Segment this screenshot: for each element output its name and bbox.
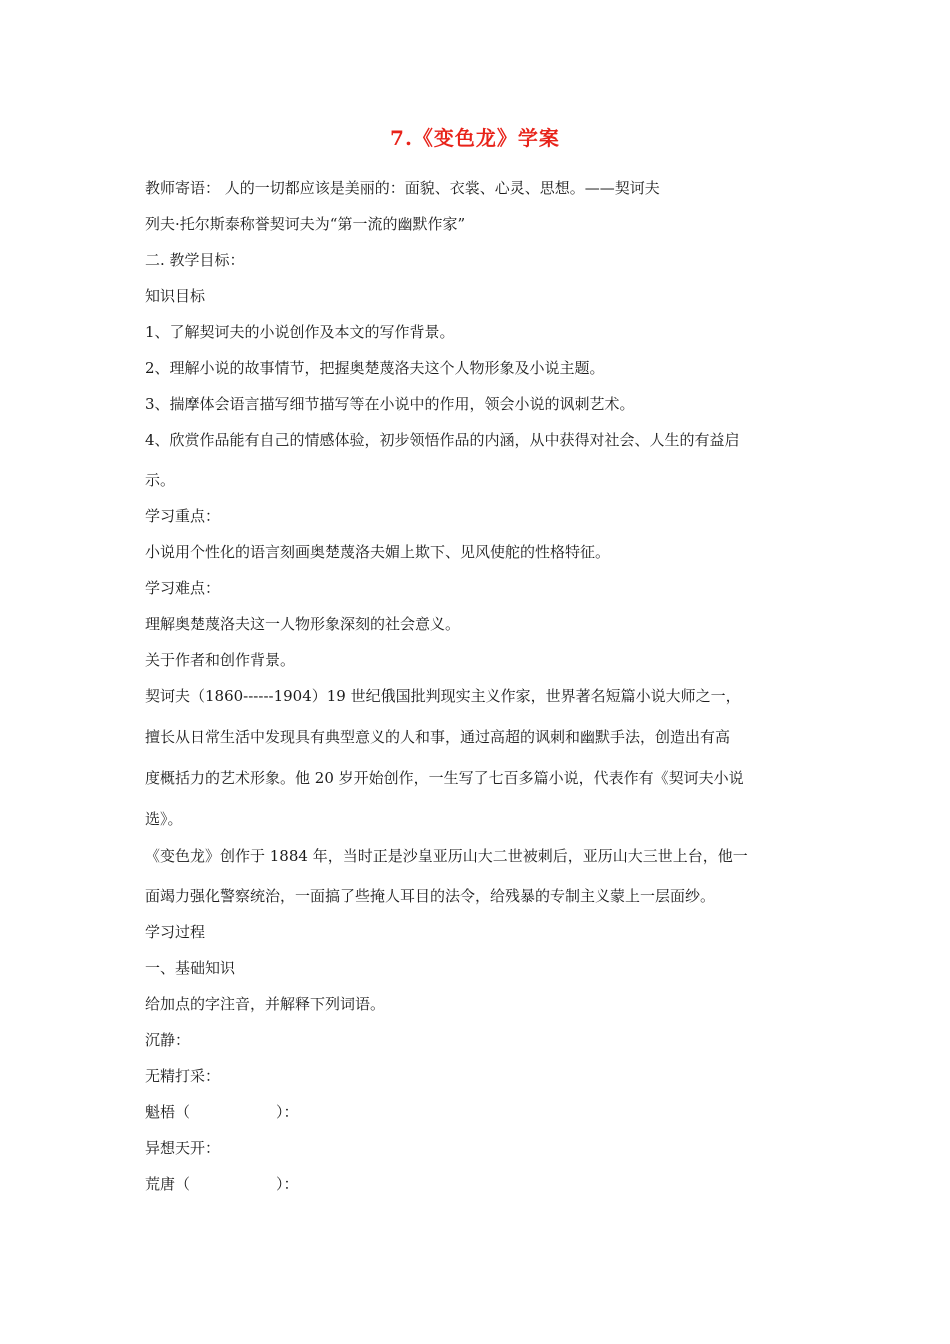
vocab-item-huangtang [145,1174,299,1194]
exercise-instruction: 给加点的字注音，并解释下列词语。 [145,995,386,1013]
page-title: 7.《变色龙》学案 [390,126,560,150]
subheading-knowledge-goals: 知识目标 [145,287,206,305]
tolstoy-quote-line: 列夫·托尔斯泰称誉契诃夫为“第一流的幽默作家” [145,215,466,233]
vocab-close: ）： [276,1103,299,1121]
vocab-item-yixiangtiankai: 异想天开： [145,1139,221,1157]
background-paragraph-line-2: 面竭力强化警察统治，一面搞了些掩人耳目的法令，给残暴的专制主义蒙上一层面纱。 [145,887,716,905]
subheading-difficulties: 学习难点： [145,579,221,597]
teacher-quote-line: 教师寄语： 人的一切都应该是美丽的：面貌、衣裳、心灵、思想。——契诃夫 [145,179,660,197]
author-paragraph-line-4: 选》。 [145,810,183,828]
subheading-learning-process: 学习过程 [145,923,206,941]
author-paragraph-line-3: 度概括力的艺术形象。他 20 岁开始创作，一生写了七百多篇小说，代表作有《契诃夫小说 [145,769,744,787]
goal-item-4-continued: 示。 [145,471,176,489]
vocab-item-wujingdacai: 无精打采： [145,1067,221,1085]
background-paragraph-line-1: 《变色龙》创作于 1884 年，当时正是沙皇亚历山大二世被刺后，亚历山大三世上台，他一 [145,847,748,865]
vocab-item-chenjing: 沉静： [145,1031,191,1049]
goal-item-2: 2、理解小说的故事情节，把握奥楚蔑洛夫这个人物形象及小说主题。 [145,359,605,377]
vocab-item-kuiwu [145,1102,299,1122]
subheading-basic-knowledge: 一、基础知识 [145,959,236,977]
vocab-close: ）： [276,1175,299,1193]
goal-item-4: 4、欣赏作品能有自己的情感体验，初步领悟作品的内涵，从中获得对社会、人生的有益启 [145,431,740,449]
vocab-word: 魁梧（ [145,1103,191,1121]
author-paragraph-line-2: 擅长从日常生活中发现具有典型意义的人和事，通过高超的讽刺和幽默手法，创造出有高 [145,728,731,746]
subheading-author-background: 关于作者和创作背景。 [145,651,296,669]
difficulties-text: 理解奥楚蔑洛夫这一人物形象深刻的社会意义。 [145,615,461,633]
goal-item-1: 1、了解契诃夫的小说创作及本文的写作背景。 [145,323,455,341]
goal-item-3: 3、揣摩体会语言描写细节描写等在小说中的作用，领会小说的讽刺艺术。 [145,395,635,413]
author-paragraph-line-1: 契诃夫（1860------1904）19 世纪俄国批判现实主义作家，世界著名短篇小说大师之一， [145,687,741,705]
key-points-text: 小说用个性化的语言刻画奥楚蔑洛夫媚上欺下、见风使舵的性格特征。 [145,543,611,561]
section-heading-objectives: 二. 教学目标： [145,251,245,269]
subheading-key-points: 学习重点： [145,507,221,525]
vocab-word: 荒唐（ [145,1175,191,1193]
